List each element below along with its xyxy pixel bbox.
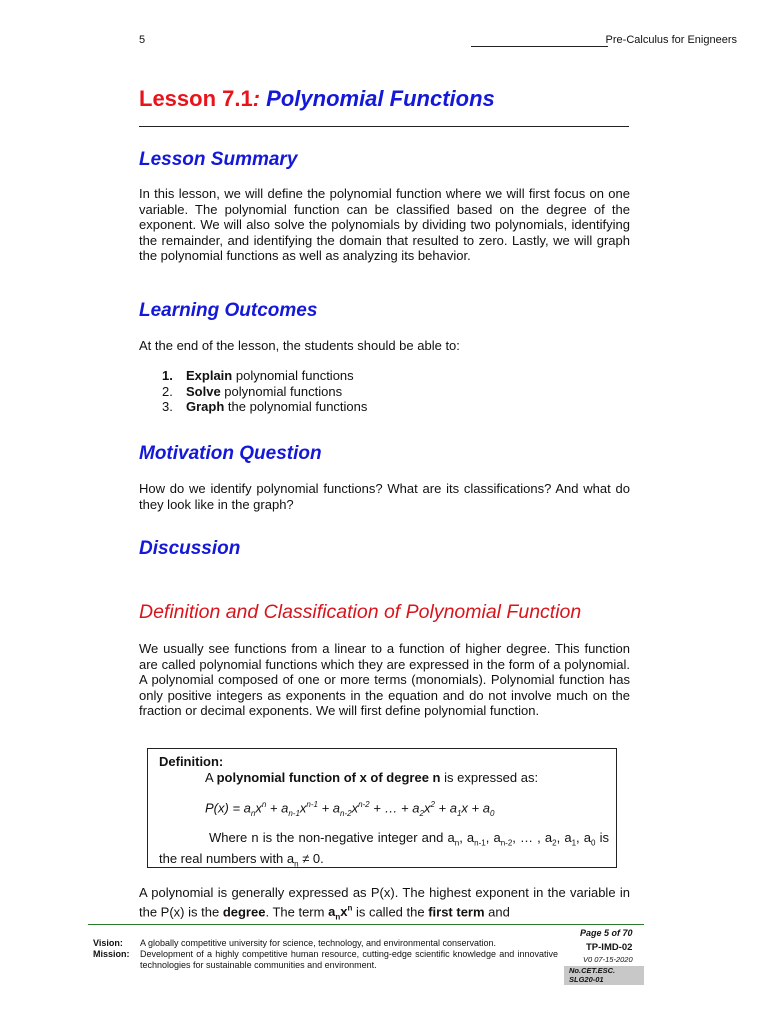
reference-box [564,966,644,985]
definition-term: polynomial function of x of degree n [216,770,441,785]
list-item-text: polynomial functions [220,383,343,399]
learning-outcomes-heading: Learning Outcomes [139,300,318,321]
list-item-verb: Solve [186,383,221,399]
course-title: Pre-Calculus for Enigneers [605,34,737,46]
footer-rule [88,924,644,925]
title-rule [139,126,629,127]
reference-line-2: SLG20-01 [569,975,604,984]
definition-statement: A polynomial function of x of degree n is expressed as: [205,770,539,785]
vision-label: Vision: [93,938,123,948]
lesson-summary-text: In this lesson, we will define the polynomial function where we will first focus on one variable. The polynomial function can be classified based on the degree of the exponent. We will also solve the polynomials by dividing two polynomials, identifying the remainder, and identifying the domain that resulted to zero. Lastly, we will graph the polynomial functions as well as analyzing its behavior. [139,186,630,263]
list-item-number: 1. [162,368,173,383]
closing-paragraph: A polynomial is generally expressed as P(x). The highest exponent in the variable in the P(x) is the degree. The term $a_nx^n$ is called the first term and [139,885,630,922]
reference-line-1: No.CET.ESC. [569,966,616,975]
definition-conditions: Where n is the non-negative integer and $a_n$, $a_{n-1}$, $a_{n-2}$, … , $a_2$, $a_1$, $a_0$ is the real numbers with $a_n \ne 0$. [159,830,609,869]
lesson-title [139,86,495,112]
definition-label: Definition: [159,754,224,769]
vision-mission [93,938,558,971]
motivation-text: How do we identify polynomial functions? What are its classifications? And what do they look like in the graph? [139,481,630,512]
definition-box [147,748,617,868]
lesson-separator: : [252,86,261,111]
document-code: TP-IMD-02 [586,942,633,953]
version-date: V0 07-15-2020 [583,955,633,964]
list-item-text: the polynomial functions [224,399,368,414]
list-item-text: polynomial functions [232,368,354,383]
mission-text: Development of a highly competitive human resource, cutting-edge scientific knowledge and innovative technologies for sustainable communities and environment. [140,949,558,970]
list-item [162,384,367,400]
lesson-summary-heading: Lesson Summary [139,149,298,170]
learning-outcomes-intro: At the end of the lesson, the students should be able to: [139,338,460,353]
lesson-name: Polynomial Functions [266,86,495,111]
list-item-number: 3. [162,399,173,414]
list-item [162,399,367,415]
header-rule [471,46,608,47]
list-item-verb: Explain [186,368,233,383]
outcomes-list [162,368,367,415]
list-item [162,368,367,384]
vision-text: A globally competitive university for science, technology, and environmental conservation. [140,938,497,948]
list-item-verb: Graph [186,399,225,414]
definition-section-text: We usually see functions from a linear to a function of higher degree. This function are called polynomial functions which they are expressed in the form of a polynomial. A polynomial composed of one or more terms (monomials). Polynomial function has only positive integers as exponents in the equation and do not involve much on the fraction or decimal exponents. We will first define polynomial function. [139,641,630,718]
lesson-number: Lesson 7.1 [139,86,253,111]
discussion-heading: Discussion [139,538,241,559]
motivation-heading: Motivation Question [139,443,322,464]
definition-section-heading: Definition and Classification of Polynomial Function [139,601,582,623]
list-item-number: 2. [162,383,173,399]
polynomial-formula: $P(x) = a_nx^n + a_{n-1}x^{n-1} + a_{n-2}x^{n-2}$ + … + $a_2x^2 + a_1x + a_0$ [205,800,495,818]
page-of-count: Page 5 of 70 [580,928,633,938]
mission-label: Mission: [93,949,130,959]
page-number: 5 [139,34,146,46]
